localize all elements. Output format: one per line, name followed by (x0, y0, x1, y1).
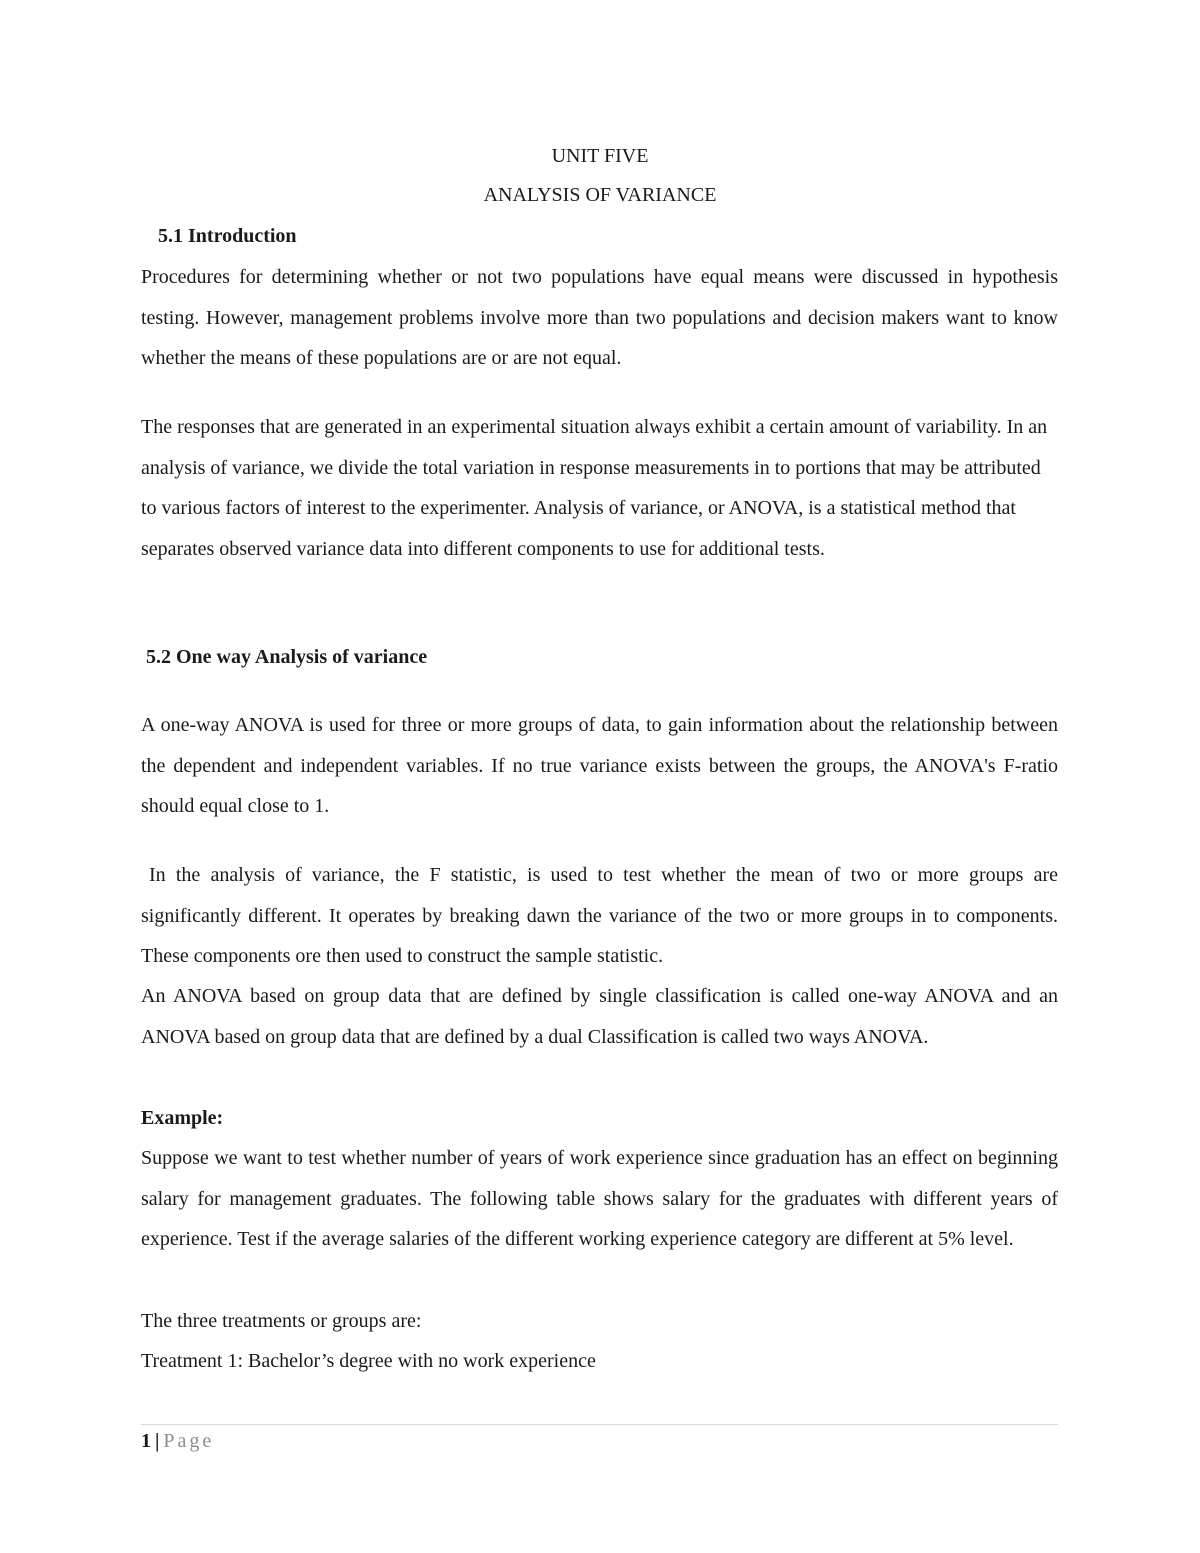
section-heading-introduction: 5.1 Introduction (158, 225, 297, 247)
one-way-paragraph-2-text: In the analysis of variance, the F statistic, is used to test whether the mean of two or more groups are significantly different. It operates by breaking dawn the variance of the two or more groups in to components. These components ore then used to construct the sample statistic. (141, 864, 1058, 967)
section-heading-one-way-anova: 5.2 One way Analysis of variance (146, 646, 428, 668)
unit-title: UNIT FIVE (551, 145, 649, 167)
intro-paragraph-1-text: Procedures for determining whether or not two populations have equal means were discussed in hypothesis testing. However, management problems involve more than two populations and decision makers want to know whether the means of these populations are or are not equal. (141, 266, 1058, 369)
one-way-paragraph-1 (141, 705, 1058, 827)
one-way-paragraph-1-text: A one-way ANOVA is used for three or more groups of data, to gain information about the relationship between the dependent and independent variables. If no true variance exists between the groups, the ANOVA's F-ratio should equal close to 1. (141, 714, 1058, 817)
footer-separator: | (155, 1430, 160, 1452)
example-paragraph-text: Suppose we want to test whether number of years of work experience since graduation has an effect on beginning salary for management graduates. The following table shows salary for the graduates with different years of experience. Test if the average salaries of the different working experience category are different at 5% level. (141, 1147, 1058, 1250)
chapter-title: ANALYSIS OF VARIANCE (483, 184, 717, 206)
intro-paragraph-2 (141, 407, 1058, 569)
one-way-paragraph-3-text: An ANOVA based on group data that are defined by single classification is called one-way ANOVA and an ANOVA based on group data that are defined by a dual Classification is called two ways ANOVA. (141, 985, 1058, 1048)
footer-divider (141, 1424, 1058, 1425)
example-paragraph (141, 1138, 1058, 1260)
one-way-paragraph-2 (141, 855, 1058, 977)
one-way-paragraph-3 (141, 976, 1058, 1057)
page-number: 1 (141, 1430, 151, 1452)
intro-paragraph-1 (141, 257, 1058, 379)
page-footer (141, 1430, 214, 1453)
page-label: Page (163, 1430, 215, 1452)
intro-paragraph-2-text: The responses that are generated in an experimental situation always exhibit a certain amount of variability. In an analysis of variance, we divide the total variation in response measurements in to portions that may be attributed to various factors of interest to the experimenter. Analysis of variance, or ANOVA, is a statistical method that separates observed variance data into different components to use for additional tests. (141, 416, 1048, 560)
treatment-1-line: Treatment 1: Bachelor’s degree with no work experience (141, 1350, 596, 1372)
groups-intro-line: The three treatments or groups are: (141, 1310, 422, 1332)
example-heading: Example: (141, 1107, 224, 1129)
